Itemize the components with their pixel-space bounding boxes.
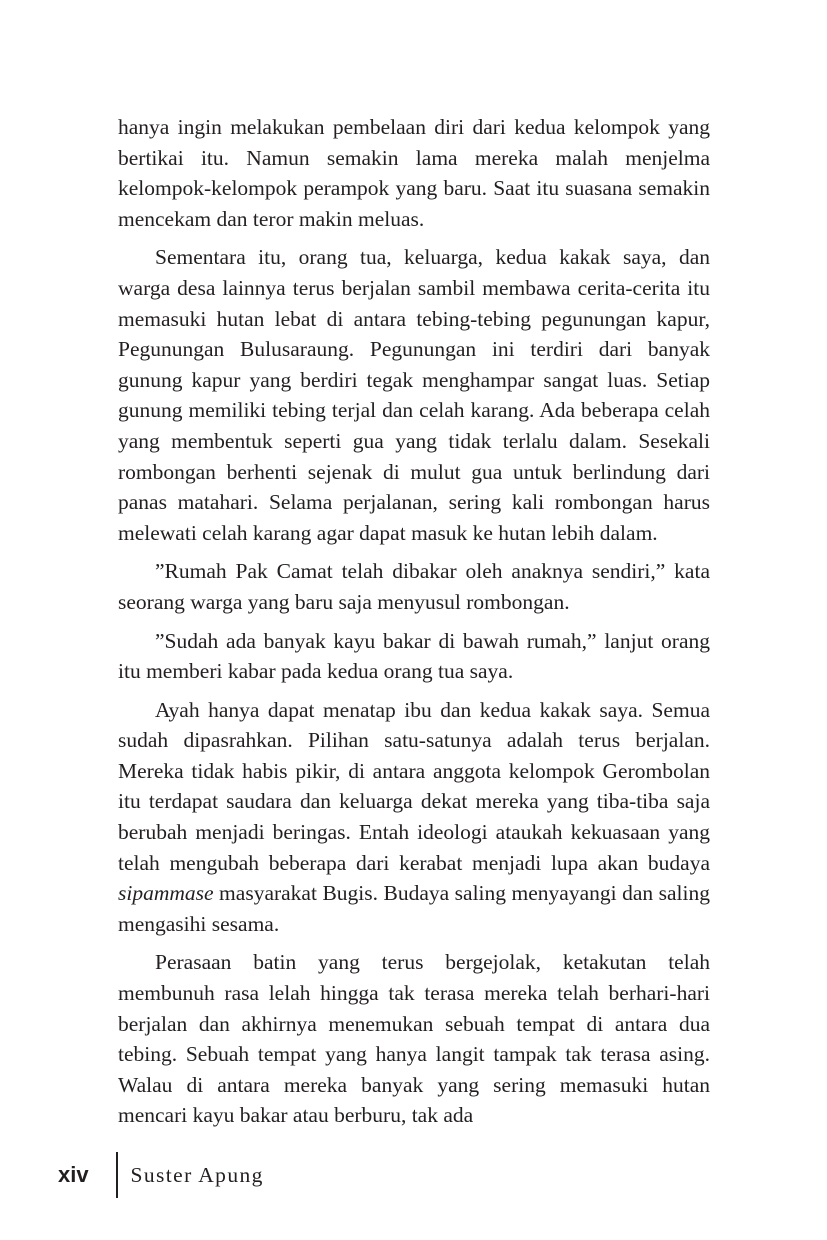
footer-divider	[116, 1152, 118, 1198]
paragraph-5-text-b: masyarakat Bugis. Budaya saling menyayangi dan saling mengasihi sesama.	[118, 881, 710, 936]
body-text	[118, 112, 710, 1139]
paragraph-5	[118, 695, 710, 940]
paragraph-3: ”Rumah Pak Camat telah dibakar oleh anaknya sendiri,” kata seorang warga yang baru saja menyusul rombongan.	[118, 559, 710, 614]
running-title: Suster Apung	[130, 1162, 264, 1187]
paragraph-6: Perasaan batin yang terus bergejolak, ketakutan telah membunuh rasa lelah hingga tak terasa mereka telah berhari-hari berjalan dan akhirnya menemukan sebuah tempat di antara dua tebing. Sebuah tempat yang hanya langit tampak tak terasa asing. Walau di antara mereka banyak yang sering memasuki hutan mencari kayu bakar atau berburu, tak ada	[118, 950, 710, 1128]
page-footer	[58, 1152, 264, 1198]
page-number: xiv	[58, 1162, 89, 1187]
paragraph-1: hanya ingin melakukan pembelaan diri dari kedua kelompok yang bertikai itu. Namun semakin lama mereka malah menjelma kelompok-kelompok perampok yang baru. Saat itu suasana semakin mencekam dan teror makin meluas.	[118, 115, 710, 231]
paragraph-5-text-a: Ayah hanya dapat menatap ibu dan kedua kakak saya. Semua sudah dipasrahkan. Pilihan satu-satunya adalah terus berjalan. Mereka tidak habis pikir, di antara anggota kelompok Gerombolan itu terdapat saudara dan keluarga dekat mereka yang tiba-tiba saja berubah menjadi beringas. Entah ideologi ataukah kekuasaan yang telah mengubah beberapa dari kerabat menjadi lupa akan budaya	[118, 697, 710, 875]
paragraph-4: ”Sudah ada banyak kayu bakar di bawah rumah,” lanjut orang itu memberi kabar pada kedua orang tua saya.	[118, 628, 710, 684]
paragraph-2: Sementara itu, orang tua, keluarga, kedua kakak saya, dan warga desa lainnya terus berjalan sambil membawa cerita-cerita itu memasuki hutan lebat di antara tebing-tebing pegunungan kapur, Pegunungan Bulusaraung. Pegunungan ini terdiri dari banyak gunung kapur yang berdiri tegak menghampar sangat luas. Setiap gunung memiliki tebing terjal dan celah karang. Ada beberapa celah yang membentuk seperti gua yang tidak terlalu dalam. Sesekali rombongan berhenti sejenak di mulut gua untuk berlindung dari panas matahari. Selama perjalanan, sering kali rombongan harus melewati celah karang agar dapat masuk ke hutan lebih dalam.	[118, 245, 710, 545]
italic-term: sipammase	[118, 881, 214, 906]
